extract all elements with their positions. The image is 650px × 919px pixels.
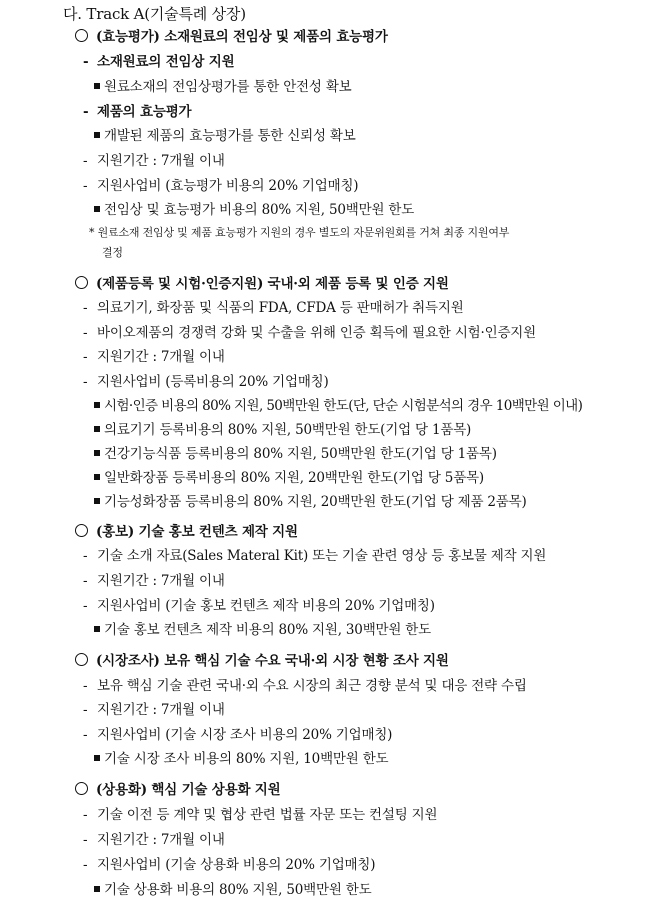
bullet-text: 시험·인증 비용의 80% 지원, 50백만원 한도(단, 단순 시험분석의 경우 10백만원 이내) xyxy=(104,398,583,414)
dash-bullet-icon: - xyxy=(83,598,88,614)
sub-item-text: 지원기간 : 7개월 이내 xyxy=(97,153,225,169)
sub-item-text: 지원기간 : 7개월 이내 xyxy=(97,832,225,848)
section-title-text: (홍보) 기술 홍보 컨텐츠 제작 지원 xyxy=(96,524,298,540)
square-bullet-icon xyxy=(94,474,100,480)
sub-item xyxy=(83,572,225,590)
sub-item-text: 지원기간 : 7개월 이내 xyxy=(97,349,225,365)
bullet-item xyxy=(94,493,527,511)
bullet-item xyxy=(94,201,414,219)
note-text: 원료소재 전임상 및 제품 효능평가 지원의 경우 별도의 자문위원회를 거쳐 최종 지원여부 xyxy=(97,226,510,239)
dash-bullet-icon: - xyxy=(83,325,88,341)
section-title-registration xyxy=(75,275,449,293)
dash-bullet-icon: - xyxy=(83,548,88,564)
sub-item xyxy=(83,348,225,366)
dash-bullet-icon: - xyxy=(83,702,88,718)
dash-bullet-icon: - xyxy=(83,832,88,848)
note-line: 결정 xyxy=(102,246,123,259)
bullet-item xyxy=(94,127,356,145)
sub-item-text: 지원사업비 (기술 홍보 컨텐츠 제작 비용의 20% 기업매칭) xyxy=(97,598,435,614)
sub-item-text: 지원기간 : 7개월 이내 xyxy=(97,702,225,718)
square-bullet-icon xyxy=(94,755,100,761)
circle-bullet-icon xyxy=(75,29,88,42)
sub-item xyxy=(83,547,546,565)
sub-item-text: 지원사업비 (효능평가 비용의 20% 기업매칭) xyxy=(97,178,359,194)
dash-bullet-icon: - xyxy=(83,727,88,743)
bullet-text: 의료기기 등록비용의 80% 지원, 50백만원 한도(기업 당 1품목) xyxy=(104,422,472,438)
sub-item xyxy=(83,597,435,615)
sub-item xyxy=(83,103,191,121)
bullet-item xyxy=(94,750,388,768)
dash-bullet-icon: - xyxy=(83,807,88,823)
sub-item-text: 제품의 효능평가 xyxy=(97,104,192,120)
square-bullet-icon xyxy=(94,886,100,892)
bullet-text: 기술 홍보 컨텐츠 제작 비용의 80% 지원, 30백만원 한도 xyxy=(104,622,431,638)
sub-item xyxy=(83,324,536,342)
section-title-market-research xyxy=(75,652,449,670)
sub-item xyxy=(83,726,392,744)
square-bullet-icon xyxy=(94,450,100,456)
bullet-text: 건강기능식품 등록비용의 80% 지원, 50백만원 한도(기업 당 1품목) xyxy=(104,446,497,462)
bullet-text: 일반화장품 등록비용의 80% 지원, 20백만원 한도(기업 당 5품목) xyxy=(104,470,484,486)
section-heading: 다. Track A(기술특례 상장) xyxy=(63,5,246,23)
square-bullet-icon xyxy=(94,206,100,212)
section-title-text: (제품등록 및 시험·인증지원) 국내·외 제품 등록 및 인증 지원 xyxy=(96,276,449,292)
bullet-item xyxy=(94,78,352,96)
sub-item xyxy=(83,806,437,824)
sub-item xyxy=(83,677,527,695)
section-title-promotion xyxy=(75,523,298,541)
sub-item xyxy=(83,831,225,849)
dash-bullet-icon: - xyxy=(83,678,88,694)
sub-item xyxy=(83,856,375,874)
sub-item-text: 보유 핵심 기술 관련 국내·외 수요 시장의 최근 경향 분석 및 대응 전략 수립 xyxy=(97,678,527,694)
bullet-text: 기술 시장 조사 비용의 80% 지원, 10백만원 한도 xyxy=(104,751,389,767)
dash-bullet-icon: - xyxy=(83,573,88,589)
dash-bullet-icon: - xyxy=(83,178,88,194)
dash-bullet-icon: - xyxy=(83,374,88,390)
dash-bullet-icon: - xyxy=(83,349,88,365)
sub-item xyxy=(83,701,225,719)
bullet-text: 기능성화장품 등록비용의 80% 지원, 20백만원 한도(기업 당 제품 2품목) xyxy=(104,494,527,510)
bullet-text: 개발된 제품의 효능평가를 통한 신뢰성 확보 xyxy=(104,128,356,144)
dash-bullet-icon: - xyxy=(83,54,89,70)
dash-bullet-icon: - xyxy=(83,104,89,120)
section-title-commercialization xyxy=(75,781,280,799)
sub-item xyxy=(83,177,358,195)
sub-item xyxy=(83,152,225,170)
bullet-text: 원료소재의 전임상평가를 통한 안전성 확보 xyxy=(104,79,352,95)
sub-item-text: 소재원료의 전임상 지원 xyxy=(97,54,235,70)
sub-item-text: 기술 소개 자료(Sales Materal Kit) 또는 기술 관련 영상 등 홍보물 제작 지원 xyxy=(97,548,547,564)
bullet-item xyxy=(94,621,431,639)
section-title-efficacy xyxy=(75,28,388,46)
asterisk-icon: * xyxy=(89,226,98,239)
circle-bullet-icon xyxy=(75,782,88,795)
bullet-item xyxy=(94,469,484,487)
bullet-text: 전임상 및 효능평가 비용의 80% 지원, 50백만원 한도 xyxy=(104,202,415,218)
sub-item xyxy=(83,373,329,391)
section-title-text: (시장조사) 보유 핵심 기술 수요 국내·외 시장 현황 조사 지원 xyxy=(96,653,449,669)
circle-bullet-icon xyxy=(75,653,88,666)
square-bullet-icon xyxy=(94,498,100,504)
bullet-text: 기술 상용화 비용의 80% 지원, 50백만원 한도 xyxy=(104,882,372,898)
circle-bullet-icon xyxy=(75,524,88,537)
bullet-item xyxy=(94,445,497,463)
sub-item-text: 지원사업비 (등록비용의 20% 기업매칭) xyxy=(97,374,329,390)
bullet-item xyxy=(94,397,582,415)
note-line xyxy=(89,226,509,240)
square-bullet-icon xyxy=(94,83,100,89)
sub-item-text: 지원사업비 (기술 시장 조사 비용의 20% 기업매칭) xyxy=(97,727,393,743)
square-bullet-icon xyxy=(94,426,100,432)
circle-bullet-icon xyxy=(75,276,88,289)
bullet-item xyxy=(94,881,371,899)
section-title-text: (상용화) 핵심 기술 상용화 지원 xyxy=(96,782,281,798)
square-bullet-icon xyxy=(94,402,100,408)
square-bullet-icon xyxy=(94,626,100,632)
dash-bullet-icon: - xyxy=(83,857,88,873)
bullet-item xyxy=(94,421,471,439)
dash-bullet-icon: - xyxy=(83,153,88,169)
square-bullet-icon xyxy=(94,132,100,138)
sub-item-text: 바이오제품의 경쟁력 강화 및 수출을 위해 인증 획득에 필요한 시험·인증지원 xyxy=(97,325,536,341)
sub-item-text: 지원기간 : 7개월 이내 xyxy=(97,573,225,589)
section-title-text: (효능평가) 소재원료의 전임상 및 제품의 효능평가 xyxy=(96,29,388,45)
sub-item xyxy=(83,53,234,71)
sub-item xyxy=(83,299,464,317)
sub-item-text: 의료기기, 화장품 및 식품의 FDA, CFDA 등 판매허가 취득지원 xyxy=(97,300,464,316)
dash-bullet-icon: - xyxy=(83,300,88,316)
sub-item-text: 기술 이전 등 계약 및 협상 관련 법률 자문 또는 컨설팅 지원 xyxy=(97,807,438,823)
sub-item-text: 지원사업비 (기술 상용화 비용의 20% 기업매칭) xyxy=(97,857,376,873)
